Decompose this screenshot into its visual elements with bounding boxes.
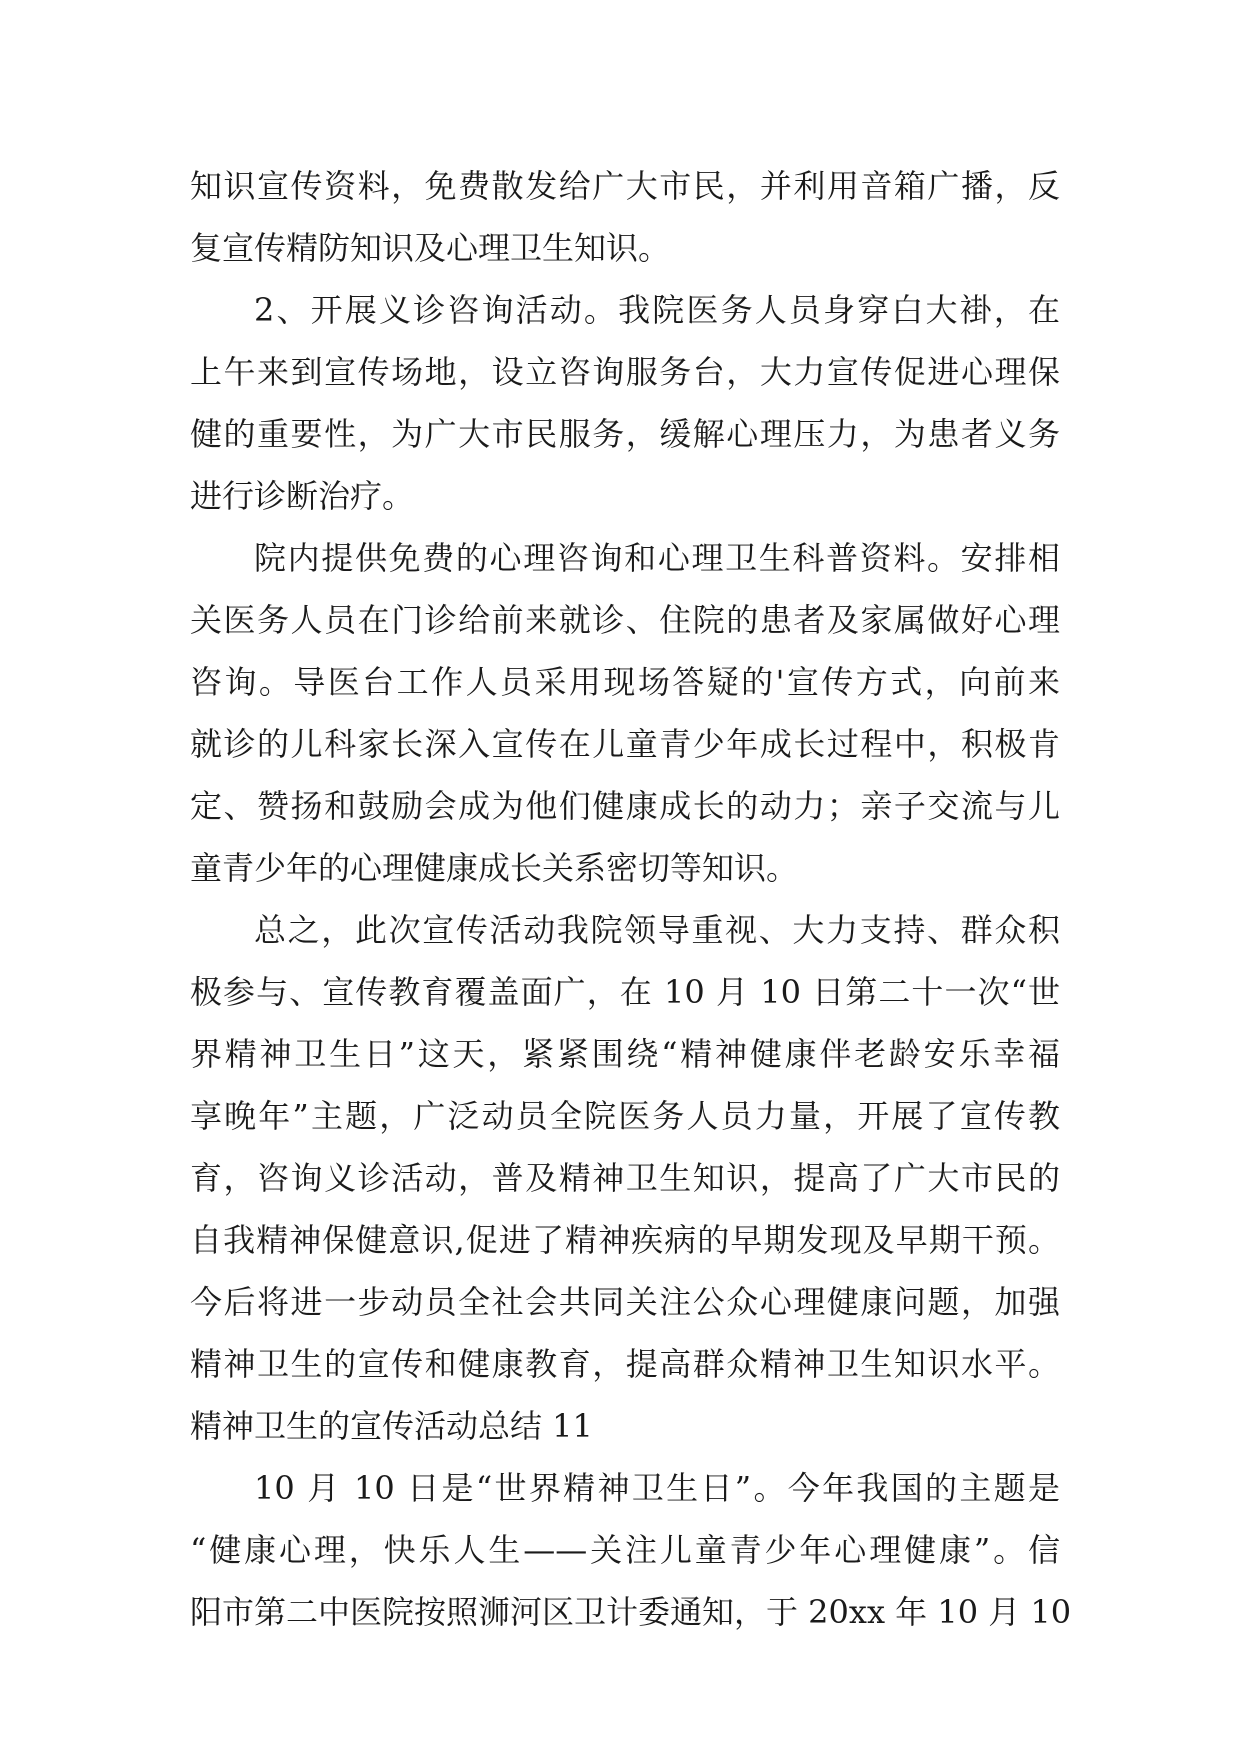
text-line: 享晚年”主题，广泛动员全院医务人员力量，开展了宣传教 xyxy=(190,1097,1060,1135)
text-line: 今后将进一步动员全社会共同关注公众心理健康问题，加强 xyxy=(190,1283,1060,1321)
text-line: 进行诊断治疗。 xyxy=(190,477,415,515)
paragraph-first-line: 10 月 10 日是“世界精神卫生日”。今年我国的主题是 xyxy=(254,1469,1060,1507)
text-line: 极参与、宣传教育覆盖面广，在 10 月 10 日第二十一次“世 xyxy=(190,973,1060,1011)
text-line: 关医务人员在门诊给前来就诊、住院的患者及家属做好心理 xyxy=(190,601,1060,639)
text-line: “健康心理，快乐人生——关注儿童青少年心理健康”。信 xyxy=(190,1531,1060,1569)
document-body xyxy=(190,155,1072,1643)
section-heading: 精神卫生的宣传活动总结 11 xyxy=(190,1407,593,1445)
text-line: 定、赞扬和鼓励会成为他们健康成长的动力；亲子交流与儿 xyxy=(190,787,1060,825)
text-line: 复宣传精防知识及心理卫生知识。 xyxy=(190,229,671,267)
text-line: 阳市第二中医院按照浉河区卫计委通知，于 20xx 年 10 月 10 xyxy=(190,1593,1072,1631)
paragraph-first-line: 总之，此次宣传活动我院领导重视、大力支持、群众积 xyxy=(254,911,1060,949)
text-line: 知识宣传资料，免费散发给广大市民，并利用音箱广播，反 xyxy=(190,167,1060,205)
text-line: 精神卫生的宣传和健康教育，提高群众精神卫生知识水平。 xyxy=(190,1345,1060,1383)
text-line: 上午来到宣传场地，设立咨询服务台，大力宣传促进心理保 xyxy=(190,353,1060,391)
text-line: 界精神卫生日”这天，紧紧围绕“精神健康伴老龄安乐幸福 xyxy=(190,1035,1060,1073)
text-line: 童青少年的心理健康成长关系密切等知识。 xyxy=(190,849,799,887)
text-line: 自我精神保健意识,促进了精神疾病的早期发现及早期干预。 xyxy=(190,1221,1060,1259)
text-line: 育，咨询义诊活动，普及精神卫生知识，提高了广大市民的 xyxy=(190,1159,1060,1197)
text-line: 咨询。导医台工作人员采用现场答疑的'宣传方式，向前来 xyxy=(190,663,1060,701)
text-line: 健的重要性，为广大市民服务，缓解心理压力，为患者义务 xyxy=(190,415,1060,453)
text-line: 就诊的儿科家长深入宣传在儿童青少年成长过程中，积极肯 xyxy=(190,725,1060,763)
paragraph-first-line: 2、开展义诊咨询活动。我院医务人员身穿白大褂，在 xyxy=(254,291,1060,329)
paragraph-first-line: 院内提供免费的心理咨询和心理卫生科普资料。安排相 xyxy=(254,539,1060,577)
